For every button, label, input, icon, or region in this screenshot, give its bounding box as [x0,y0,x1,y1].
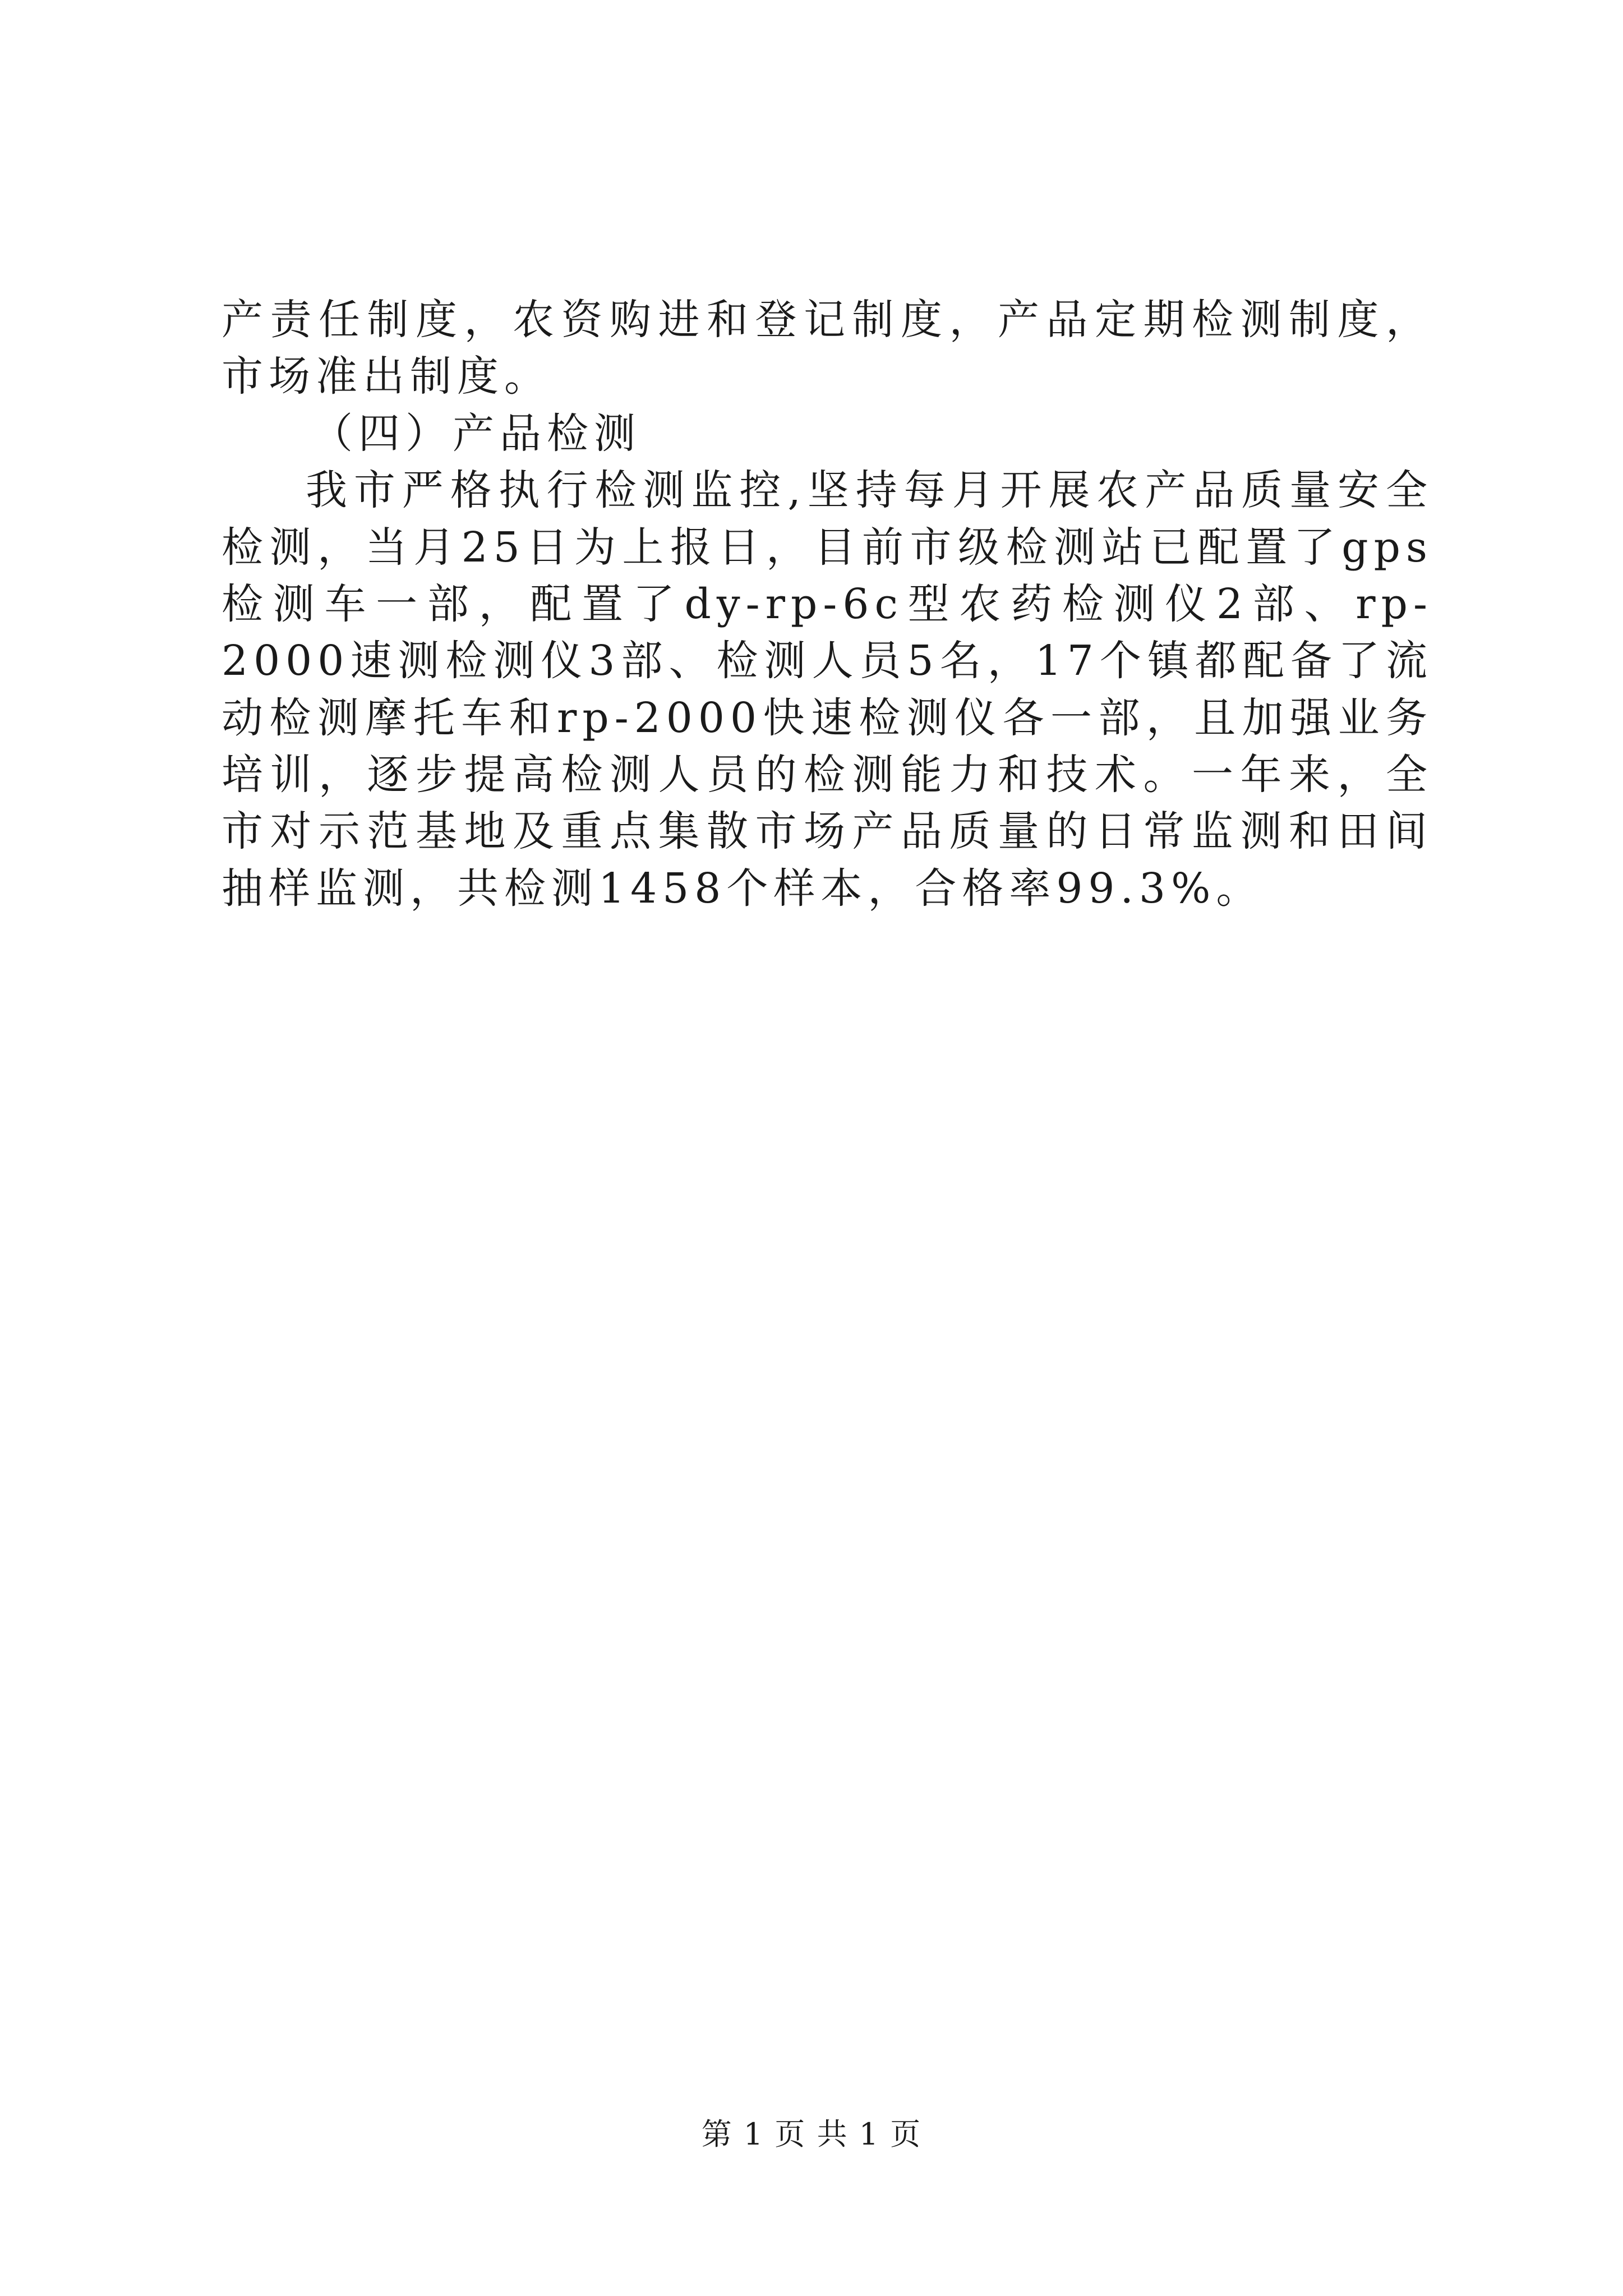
document-body [222,292,1433,917]
paragraph-product-testing: 我市严格执行检测监控,坚持每月开展农产品质量安全检测，当月25日为上报日，目前市级检测站已配置了gps检测车一部，配置了dy-rp-6c型农药检测仪2部、rp-2000速测检测仪3部、检测人员5名，17个镇都配备了流动检测摩托车和rp-2000快速检测仪各一部，且加强业务培训，逐步提高检测人员的检测能力和技术。一年来，全市对示范基地及重点集散市场产品质量的日常监测和田间抽样监测，共检测1458个样本，合格率99.3%。 [222,466,1433,913]
paragraph-continuation: 产责任制度，农资购进和登记制度，产品定期检测制度，市场准出制度。 [222,296,1433,401]
section-heading: （四）产品检测 [311,409,641,458]
page-footer: 第 1 页 共 1 页 [701,2116,922,2152]
